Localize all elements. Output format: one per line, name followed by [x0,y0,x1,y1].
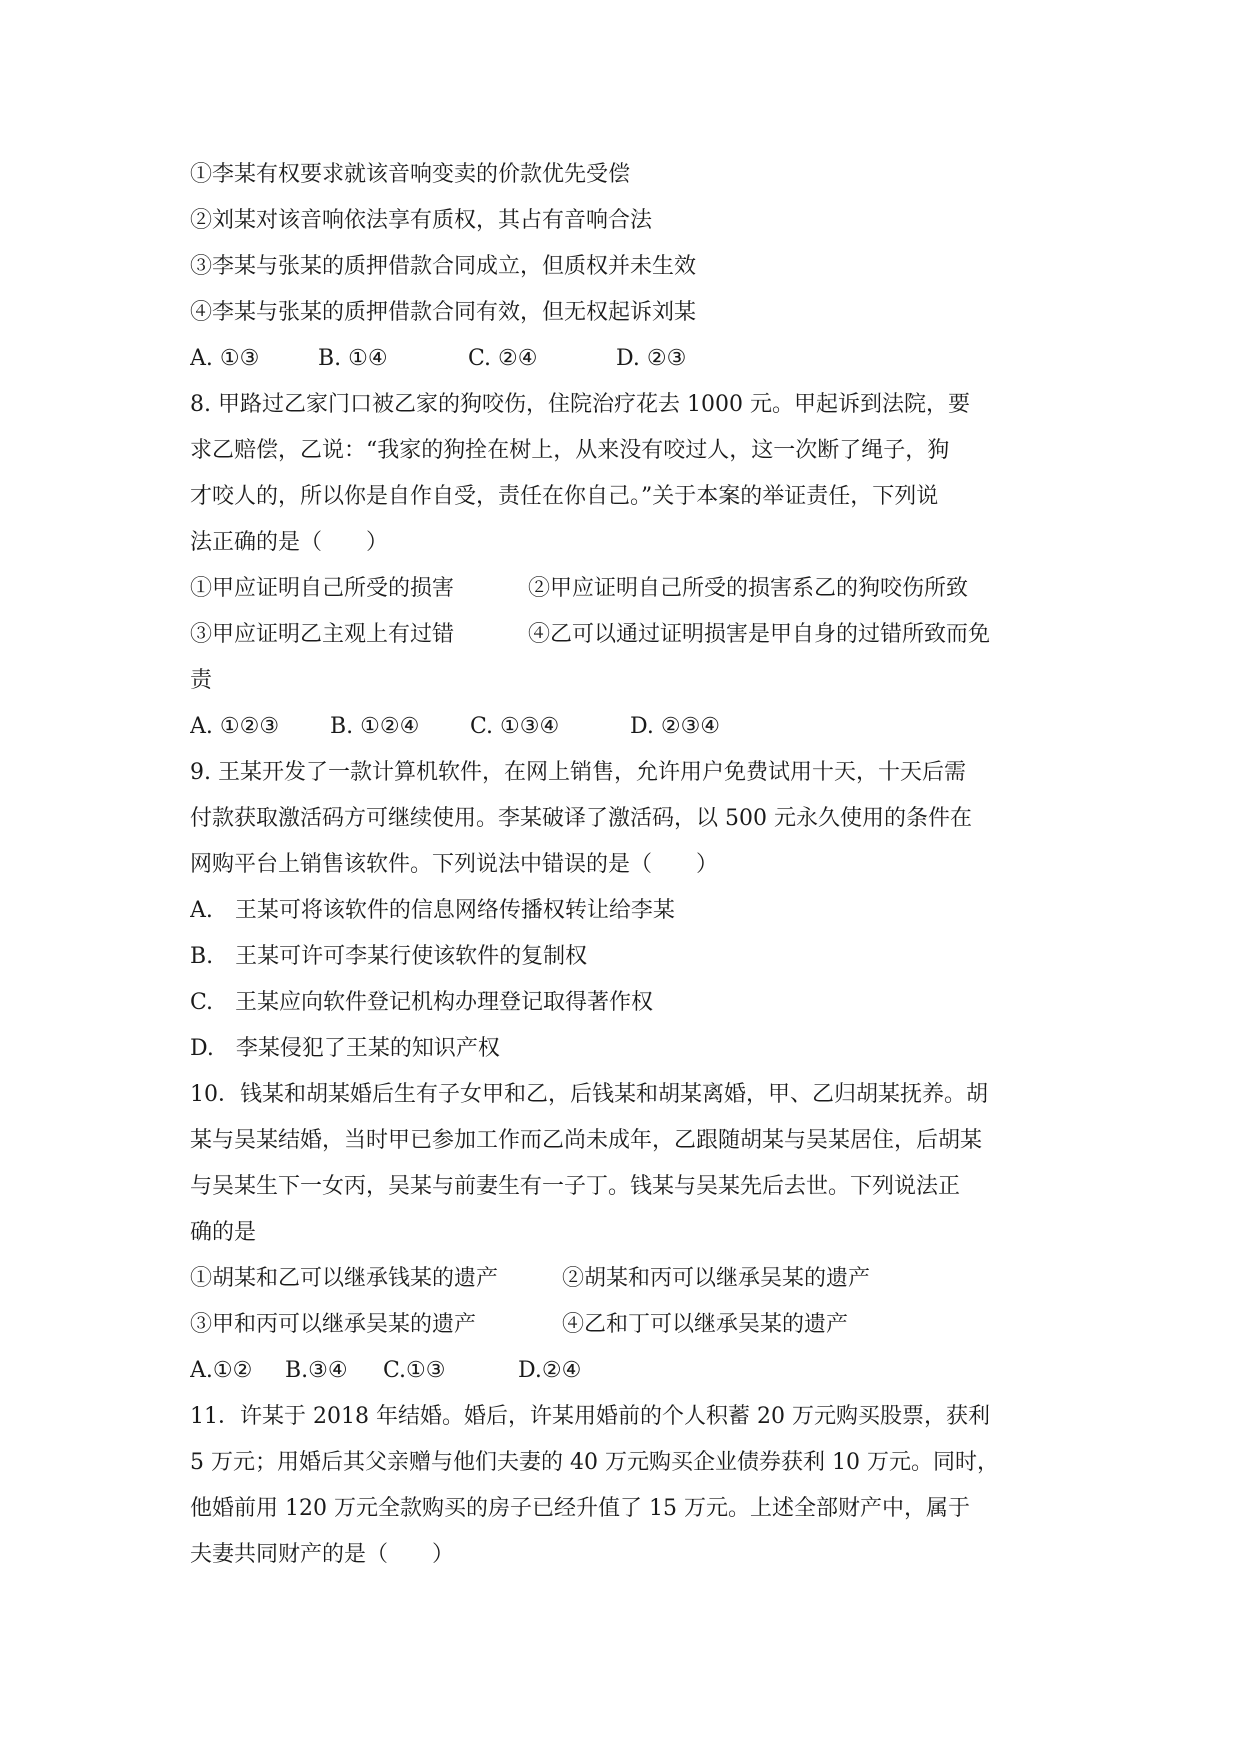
q8-item-2: ②甲应证明自己所受的损害系乙的狗咬伤所致 [528,576,969,601]
q8-options [190,704,1060,750]
q10-item-2: ②胡某和丙可以继承吴某的遗产 [562,1266,871,1291]
q7-option-d: D. ②③ [616,346,687,371]
question-10 [190,1072,1060,1394]
q8-item-4: ④乙可以通过证明损害是甲自身的过错所致而免 [528,622,991,647]
q10-item-3: ③甲和丙可以继承吴某的遗产 [190,1312,477,1337]
q10-item-4: ④乙和丁可以继承吴某的遗产 [562,1312,849,1337]
q7-option-b: B. ①④ [318,346,388,371]
page-content [190,152,1060,1578]
q7-options [190,336,1060,382]
q7-option-c: C. ②④ [468,346,538,371]
q9-choice-b: B. 王某可许可李某行使该软件的复制权 [190,944,588,969]
q7-item-1: ①李某有权要求就该音响变卖的价款优先受偿 [190,162,631,187]
q9-choice-d: D. 李某侵犯了王某的知识产权 [190,1036,500,1061]
question-7-items [190,152,1060,336]
q10-items-row-1 [190,1256,1060,1302]
q11-stem-line-3: 他婚前用 120 万元全款购买的房子已经升值了 15 万元。上述全部财产中，属于 [190,1496,970,1521]
q10-stem-line-3: 与吴某生下一女丙，吴某与前妻生有一子丁。钱某与吴某先后去世。下列说法正 [190,1174,961,1199]
q9-choice-a: A. 王某可将该软件的信息网络传播权转让给李某 [190,898,675,923]
q10-option-d: D.②④ [518,1358,582,1383]
q8-stem-line-1: 8. 甲路过乙家门口被乙家的狗咬伤，住院治疗花去 1000 元。甲起诉到法院，要 [190,392,970,417]
q10-option-b: B.③④ [285,1358,348,1383]
q10-option-a: A.①② [190,1358,253,1383]
q10-options [190,1348,1060,1394]
q8-items-row-2 [190,612,1060,658]
q10-stem-line-2: 某与吴某结婚，当时甲已参加工作而乙尚未成年，乙跟随胡某与吴某居住，后胡某 [190,1128,983,1153]
q7-option-a: A. ①③ [190,346,260,371]
question-11 [190,1394,1060,1578]
q7-item-4: ④李某与张某的质押借款合同有效，但无权起诉刘某 [190,300,697,325]
q8-stem-line-3: 才咬人的，所以你是自作自受，责任在你自己。”关于本案的举证责任，下列说 [190,484,939,509]
q10-item-1: ①胡某和乙可以继承钱某的遗产 [190,1266,499,1291]
q8-item-3: ③甲应证明乙主观上有过错 [190,622,455,647]
q11-stem-line-4: 夫妻共同财产的是（ ） [190,1542,455,1567]
q8-stem-line-4: 法正确的是（ ） [190,530,389,555]
q9-stem-line-1: 9. 王某开发了一款计算机软件，在网上销售，允许用户免费试用十天，十天后需 [190,760,966,785]
q11-stem-line-1: 11．许某于 2018 年结婚。婚后，许某用婚前的个人积蓄 20 万元购买股票，获利 [190,1404,990,1429]
q10-items-row-2 [190,1302,1060,1348]
q9-choice-c: C. 王某应向软件登记机构办理登记取得著作权 [190,990,654,1015]
q9-stem-line-2: 付款获取激活码方可继续使用。李某破译了激活码，以 500 元永久使用的条件在 [190,806,972,831]
q10-stem-line-4: 确的是 [190,1220,257,1245]
q8-stem-line-2: 求乙赔偿，乙说：“我家的狗拴在树上，从来没有咬过人，这一次断了绳子，狗 [190,438,950,463]
q9-stem-line-3: 网购平台上销售该软件。下列说法中错误的是（ ） [190,852,719,877]
q8-option-d: D. ②③④ [630,714,721,739]
q8-option-a: A. ①②③ [190,714,280,739]
q7-item-3: ③李某与张某的质押借款合同成立，但质权并未生效 [190,254,697,279]
q10-option-c: C.①③ [383,1358,446,1383]
q8-option-c: C. ①③④ [470,714,560,739]
q11-stem-line-2: 5 万元；用婚后其父亲赠与他们夫妻的 40 万元购买企业债券获利 10 万元。同时， [190,1450,999,1475]
question-8 [190,382,1060,750]
q8-item-1: ①甲应证明自己所受的损害 [190,576,455,601]
question-9 [190,750,1060,1072]
q8-option-b: B. ①②④ [330,714,420,739]
q8-items-row-3: 责 [190,668,213,693]
q7-item-2: ②刘某对该音响依法享有质权，其占有音响合法 [190,208,653,233]
q10-stem-line-1: 10．钱某和胡某婚后生有子女甲和乙，后钱某和胡某离婚，甲、乙归胡某抚养。胡 [190,1082,988,1107]
q8-items-row-1 [190,566,1060,612]
